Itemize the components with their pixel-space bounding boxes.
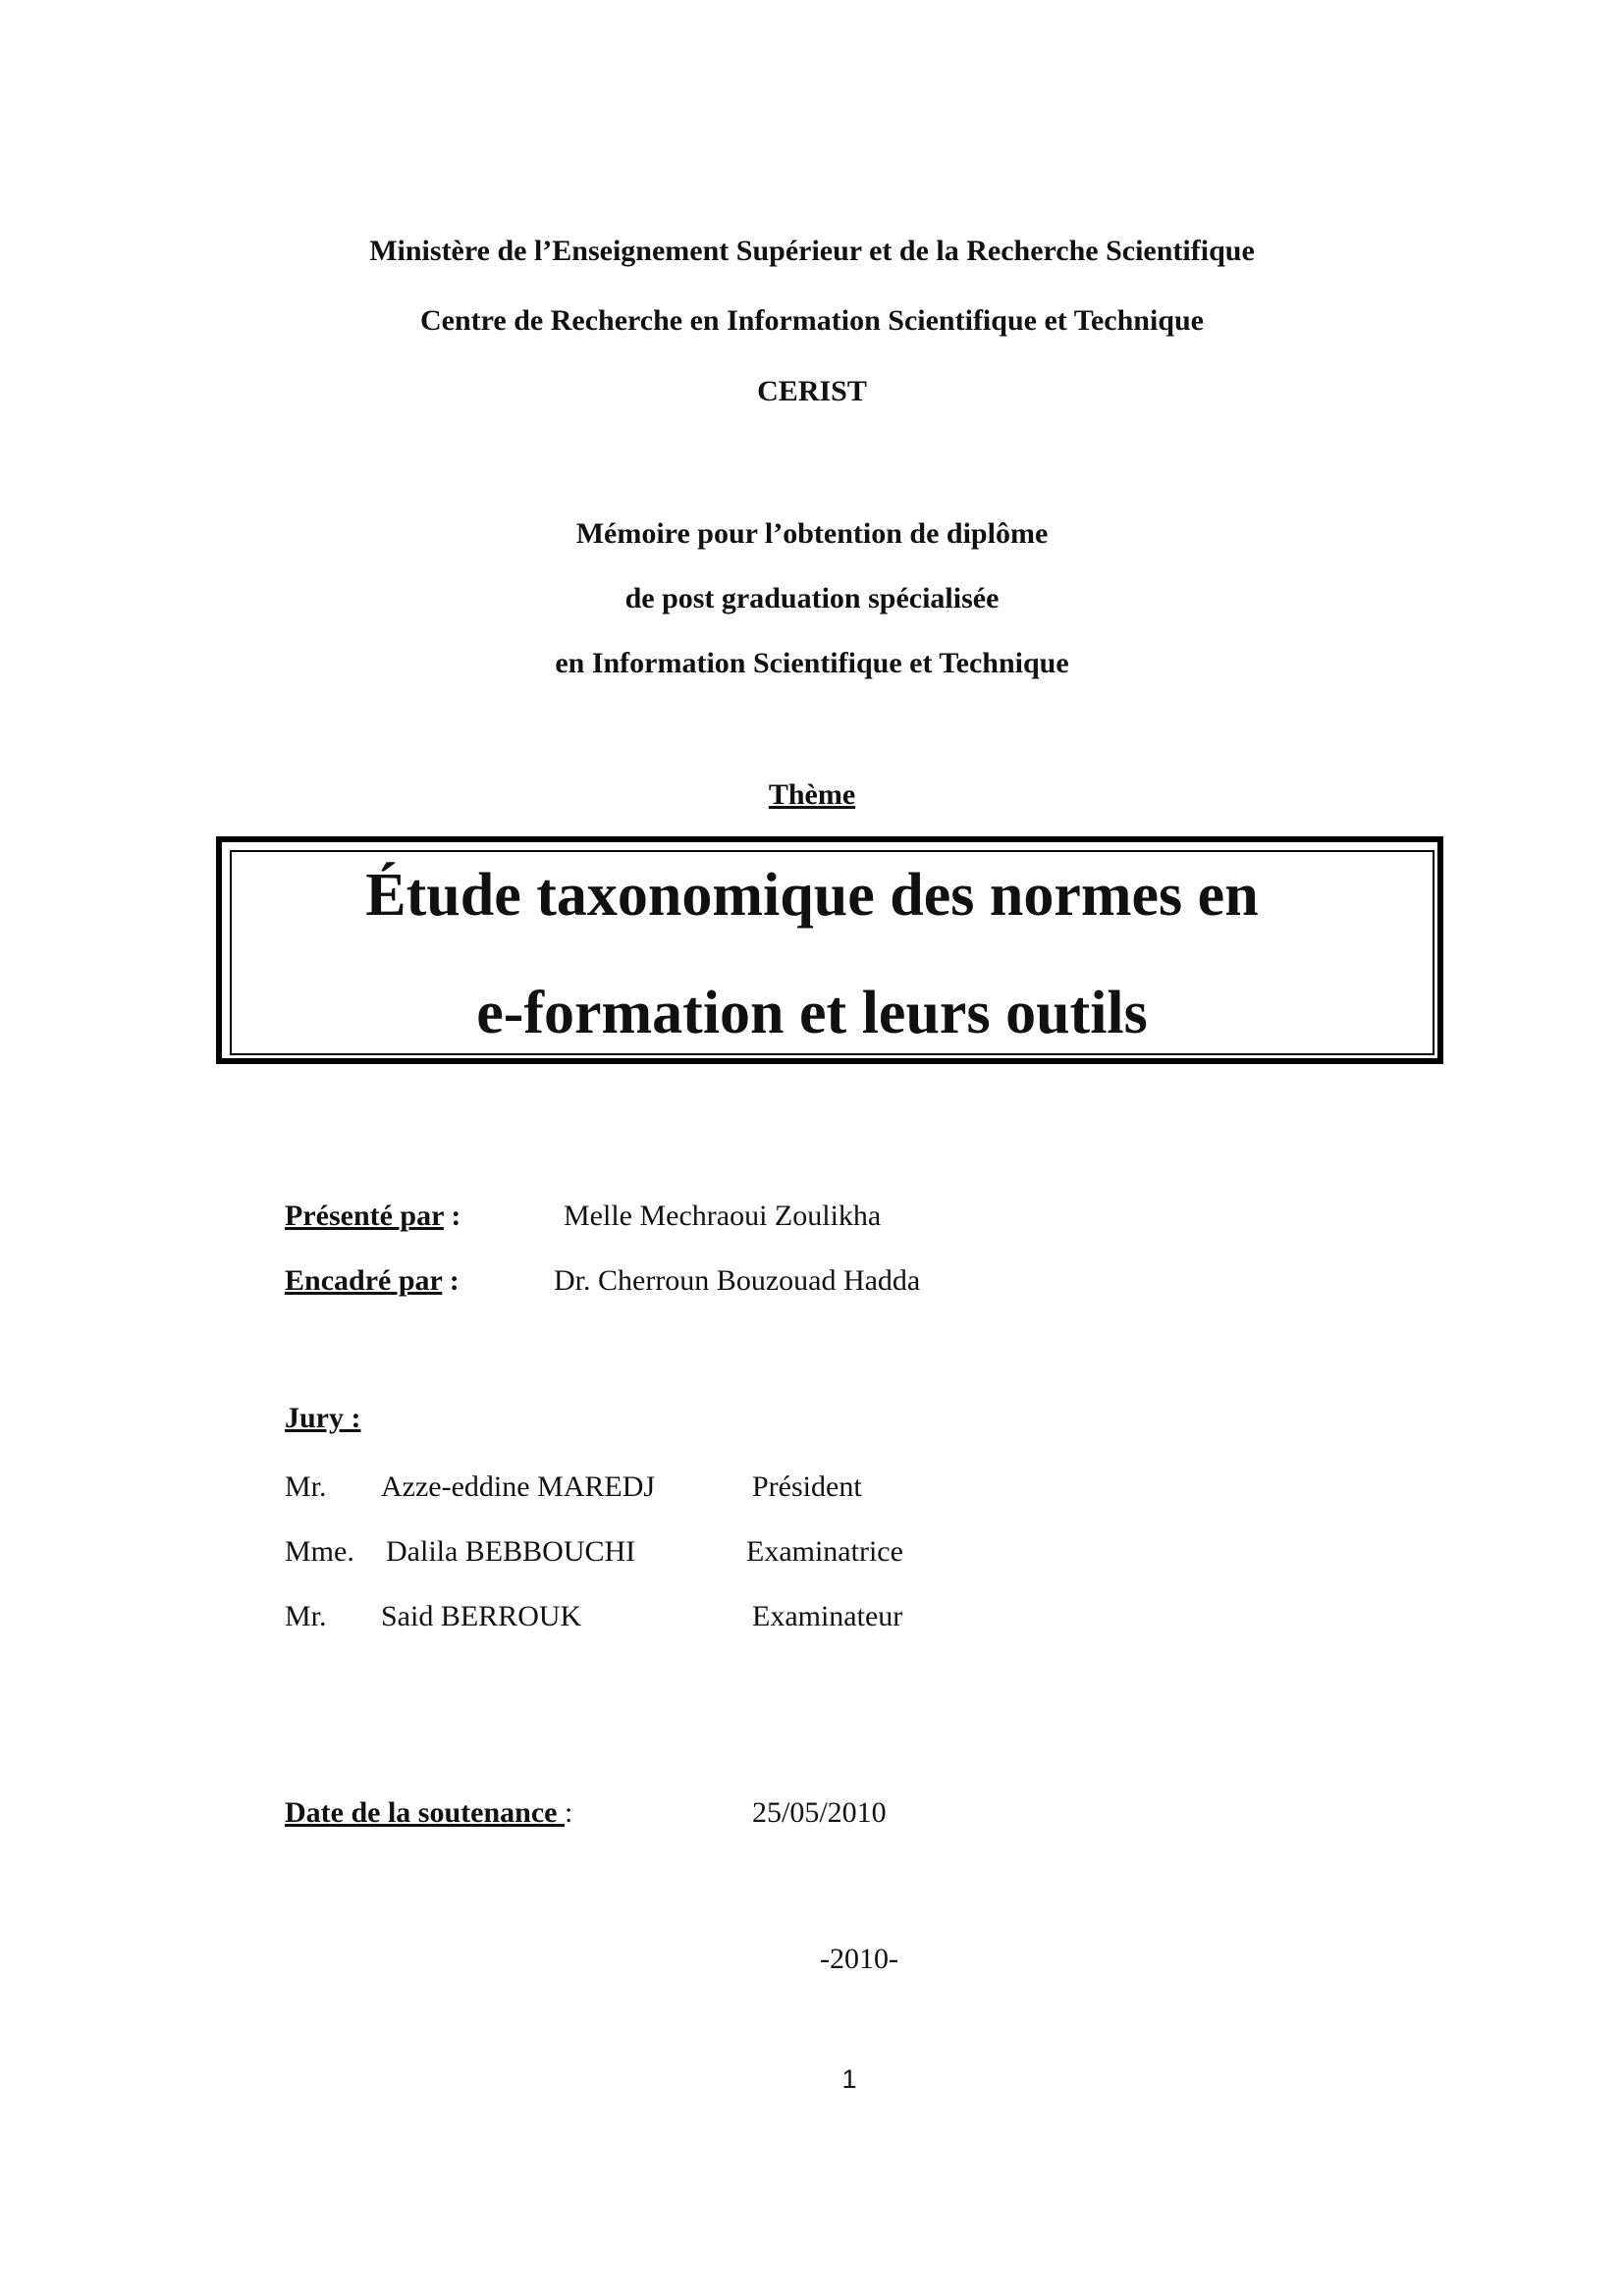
thesis-title-line-2: e-formation et leurs outils (476, 980, 1148, 1046)
ministry-heading: Ministère de l’Enseignement Supérieur et de la Recherche Scientifique (369, 235, 1255, 267)
jury-member-3-title: Mr. (285, 1600, 327, 1632)
supervised-by-label: Encadré par : (285, 1264, 460, 1297)
theme-label-line (0, 777, 1624, 813)
degree-line-1: Mémoire pour l’obtention de diplôme (575, 517, 1049, 550)
thesis-title-line-1: Étude taxonomique des normes en (365, 862, 1259, 929)
jury-member-1-title: Mr. (285, 1470, 327, 1503)
jury-member-2-name: Dalila BEBBOUCHI (386, 1535, 636, 1568)
degree-line-3: en Information Scientifique et Technique (555, 647, 1069, 679)
jury-member-3-name: Said BERROUK (381, 1600, 582, 1632)
jury-member-1-name: Azze-eddine MAREDJ (381, 1470, 656, 1503)
jury-member-1-role: Président (752, 1470, 862, 1503)
page-number: 1 (841, 2064, 857, 2094)
jury-member-2-title: Mme. (285, 1535, 354, 1568)
supervised-by-value: Dr. Cherroun Bouzouad Hadda (554, 1264, 921, 1297)
presented-by-label: Présenté par : (285, 1200, 461, 1232)
jury-member-2-role: Examinatrice (746, 1535, 903, 1568)
presented-by-value: Melle Mechraoui Zoulikha (564, 1200, 882, 1232)
theme-label: Thème (768, 778, 856, 811)
acronym-heading: CERIST (757, 375, 867, 407)
defense-date-label: Date de la soutenance : (285, 1796, 573, 1829)
jury-member-3-role: Examinateur (752, 1600, 903, 1632)
jury-label: Jury : (285, 1402, 361, 1434)
degree-line-2: de post graduation spécialisée (624, 582, 1000, 614)
year-line: -2010- (820, 1943, 898, 1975)
defense-date-value: 25/05/2010 (752, 1796, 887, 1829)
center-heading: Centre de Recherche en Information Scientifique et Technique (419, 304, 1204, 337)
